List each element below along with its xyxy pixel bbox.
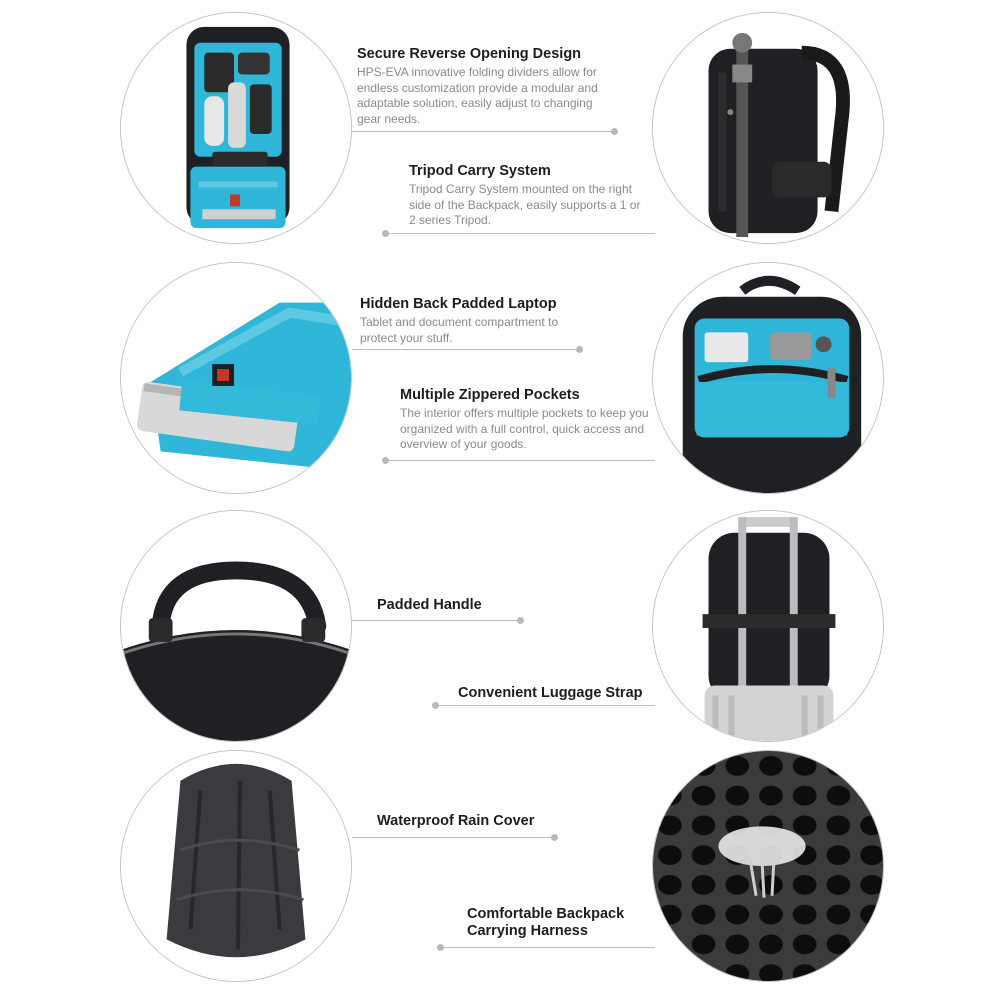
connector-dot [517, 617, 524, 624]
feature-padded-handle [377, 597, 577, 614]
mesh-harness-photo [652, 750, 884, 982]
feature-title: Tripod Carry System [409, 163, 551, 179]
padded-handle-photo [120, 510, 352, 742]
connector-dot [437, 944, 444, 951]
feature-title: Multiple Zippered Pockets [400, 387, 580, 403]
connector-line [435, 705, 655, 706]
connector-line [440, 947, 655, 948]
feature-title: Padded Handle [377, 597, 482, 613]
feature-title: Waterproof Rain Cover [377, 813, 535, 829]
connector-dot [382, 457, 389, 464]
connector-line [385, 233, 655, 234]
feature-carrying-harness [467, 906, 667, 940]
feature-tripod-carry [409, 163, 649, 229]
zippered-pockets-photo [652, 262, 884, 494]
feature-hidden-laptop [360, 296, 575, 346]
feature-reverse-opening [357, 46, 617, 127]
luggage-strap-photo [652, 510, 884, 742]
rain-cover-photo [120, 750, 352, 982]
feature-title: Secure Reverse Opening Design [357, 46, 582, 62]
feature-description: The interior offers multiple pockets to keep you organized with a full control, quick access and overview of your goods. [400, 406, 649, 451]
feature-zippered-pockets [400, 387, 650, 453]
laptop-compartment-photo [120, 262, 352, 494]
connector-line [352, 837, 554, 838]
feature-description: HPS-EVA innovative folding dividers allow for endless customization provide a modular and adaptable solution, easily adjust to changing gear needs. [357, 65, 598, 126]
feature-rain-cover [377, 813, 577, 830]
connector-line [385, 460, 655, 461]
feature-luggage-strap [458, 685, 658, 702]
connector-line [352, 349, 579, 350]
connector-dot [551, 834, 558, 841]
tripod-backpack-side-photo [652, 12, 884, 244]
feature-title: Hidden Back Padded Laptop [360, 296, 557, 312]
feature-title: Convenient Luggage Strap [458, 685, 643, 701]
connector-dot [576, 346, 583, 353]
feature-description: Tablet and document compartment to protect your stuff. [360, 315, 559, 345]
connector-line [352, 131, 614, 132]
connector-line [352, 620, 520, 621]
connector-dot [382, 230, 389, 237]
connector-dot [432, 702, 439, 709]
feature-title: Comfortable Backpack Carrying Harness [467, 906, 625, 939]
open-camera-backpack-photo [120, 12, 352, 244]
connector-dot [611, 128, 618, 135]
feature-description: Tripod Carry System mounted on the right side of the Backpack, easily supports a 1 or 2 series Tripod. [409, 182, 641, 227]
